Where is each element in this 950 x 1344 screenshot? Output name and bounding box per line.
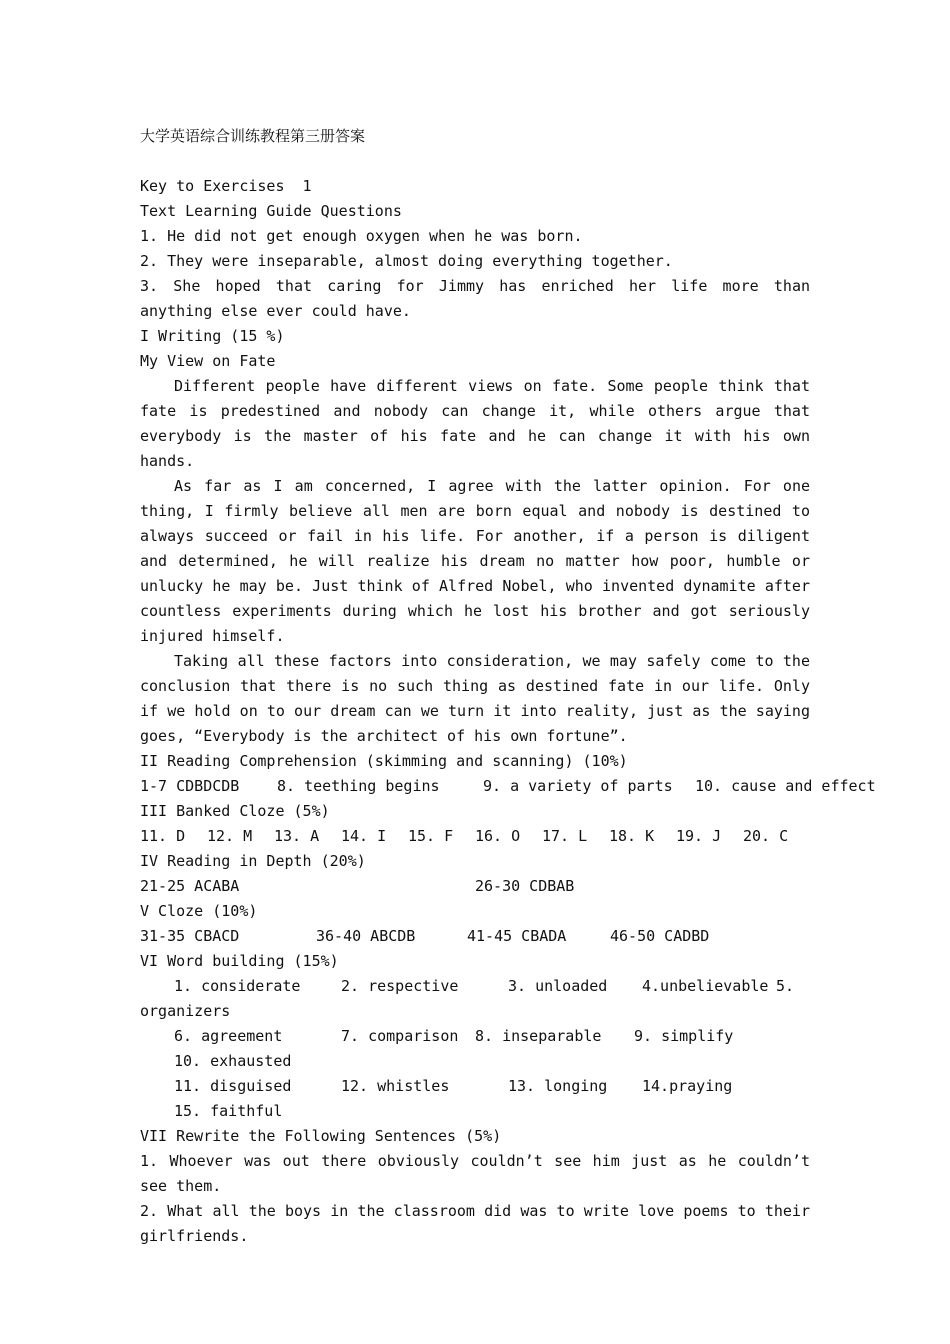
word-building-answer: 3. unloaded [508, 977, 608, 995]
rewrite-answer-1: 1. Whoever was out there obviously couldn’t see him just as he couldn’t see them. [140, 1152, 810, 1195]
reading-depth-answer: 21-25 ACABA [140, 877, 240, 895]
word-building-answer: 9. simplify [634, 1027, 734, 1045]
banked-cloze-answers-row [140, 824, 810, 849]
reading-answer: 10. cause and effect [695, 777, 876, 795]
reading-answers-row [140, 774, 876, 799]
banked-cloze-answer: 19. J [676, 827, 722, 845]
banked-cloze-heading: III Banked Cloze (5%) [140, 802, 330, 820]
word-building-answer: 2. respective [341, 977, 459, 995]
cloze-answer: 41-45 CBADA [467, 927, 567, 945]
essay-paragraph-2: As far as I am concerned, I agree with the latter opinion. For one thing, I firmly believe all men are born equal and nobody is destined to always succeed or fail in his life. For another, if a person is diligent and determined, he will realize his dream no matter how poor, humble or unlucky he may be. Just think of Alfred Nobel, who invented dynamite after countless experiments during which he lost his brother and got seriously injured himself. [140, 477, 810, 645]
writing-heading: I Writing (15 %) [140, 327, 285, 345]
banked-cloze-answer: 15. F [408, 827, 454, 845]
word-building-answer: 12. whistles [341, 1077, 450, 1095]
word-building-answer: 14.praying [642, 1077, 733, 1095]
document-title: 大学英语综合训练教程第三册答案 [140, 127, 366, 145]
banked-cloze-answer: 16. O [475, 827, 521, 845]
banked-cloze-answer: 17. L [542, 827, 588, 845]
cloze-heading: V Cloze (10%) [140, 902, 258, 920]
key-heading: Key to Exercises 1 [140, 177, 312, 195]
spacer [140, 149, 810, 174]
word-building-answer: 13. longing [508, 1077, 608, 1095]
cloze-answer: 36-40 ABCDB [316, 927, 416, 945]
word-building-row-1 [140, 974, 810, 999]
cloze-answer: 31-35 CBACD [140, 927, 240, 945]
essay-title: My View on Fate [140, 352, 276, 370]
guide-heading: Text Learning Guide Questions [140, 202, 402, 220]
banked-cloze-answer: 11. D [140, 827, 186, 845]
reading-heading: II Reading Comprehension (skimming and scanning) (10%) [140, 752, 628, 770]
banked-cloze-answer: 18. K [609, 827, 655, 845]
reading-depth-heading: IV Reading in Depth (20%) [140, 852, 366, 870]
word-building-answer: 11. disguised [174, 1077, 292, 1095]
essay-paragraph-1: Different people have different views on fate. Some people think that fate is predestined and nobody can change it, while others argue that everybody is the master of his fate and he can change it with his own hands. [140, 377, 810, 470]
word-building-answer: 5. [776, 977, 795, 995]
word-building-answer: 6. agreement [174, 1027, 283, 1045]
reading-answer: 8. teething begins [277, 777, 440, 795]
reading-answer: 9. a variety of parts [483, 777, 673, 795]
banked-cloze-answer: 20. C [743, 827, 789, 845]
banked-cloze-answer: 14. I [341, 827, 387, 845]
guide-answer-1: 1. He did not get enough oxygen when he was born. [140, 227, 583, 245]
word-building-answer: 10. exhausted [174, 1052, 292, 1070]
word-building-answer: 4.unbelievable [642, 977, 769, 995]
rewrite-answer-2: 2. What all the boys in the classroom did was to write love poems to their girlfriends. [140, 1202, 810, 1245]
word-building-row-2 [140, 1024, 810, 1049]
word-building-answer: 8. inseparable [475, 1027, 602, 1045]
reading-answer: 1-7 CDBDCDB [140, 777, 240, 795]
reading-depth-answers-row [140, 874, 810, 899]
cloze-answer: 46-50 CADBD [610, 927, 710, 945]
banked-cloze-answer: 12. M [207, 827, 253, 845]
cloze-answers-row [140, 924, 810, 949]
word-building-row-3 [140, 1074, 810, 1099]
essay-paragraph-3: Taking all these factors into consideration, we may safely come to the conclusion that there is no such thing as destined fate in our life. Only if we hold on to our dream can we turn it into reality, just as the saying goes, “Everybody is the architect of his own fortune”. [140, 652, 810, 745]
word-building-answer: 15. faithful [174, 1102, 283, 1120]
word-building-answer: 1. considerate [174, 977, 301, 995]
word-building-continuation: organizers [140, 1002, 231, 1020]
guide-answer-2: 2. They were inseparable, almost doing everything together. [140, 252, 673, 270]
guide-answer-3: 3. She hoped that caring for Jimmy has enriched her life more than anything else ever could have. [140, 277, 810, 320]
reading-depth-answer: 26-30 CDBAB [475, 877, 575, 895]
rewrite-heading: VII Rewrite the Following Sentences (5%) [140, 1127, 502, 1145]
banked-cloze-answer: 13. A [274, 827, 320, 845]
document-body [140, 124, 876, 1249]
word-building-answer: 7. comparison [341, 1027, 459, 1045]
word-building-heading: VI Word building (15%) [140, 952, 339, 970]
